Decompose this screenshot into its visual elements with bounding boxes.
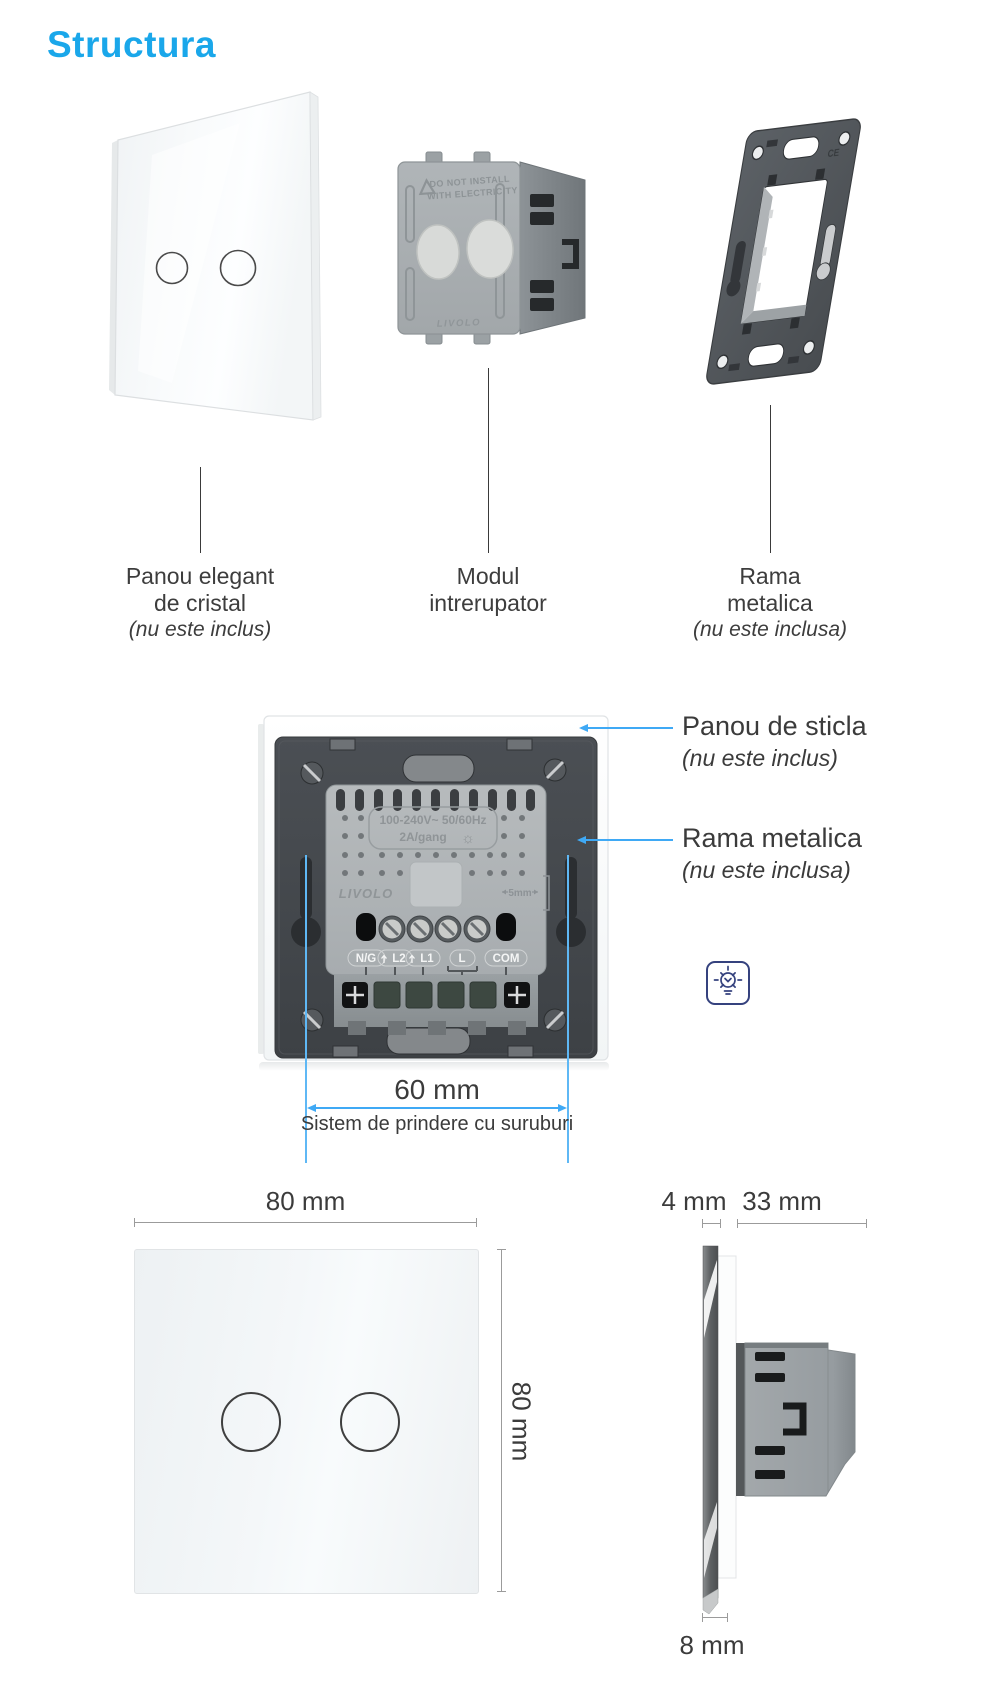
metal-frame-figure — [690, 105, 890, 400]
front-view-panel — [134, 1249, 479, 1594]
metal-frame-body — [705, 118, 862, 385]
front-height-dim: 80 mm — [506, 1381, 537, 1462]
leader-line-panel — [200, 467, 201, 553]
callout-glass-title: Panou de sticla — [682, 711, 867, 741]
touch-circle-left — [221, 1392, 281, 1452]
frame-ce-mark: CE — [826, 147, 841, 161]
front-height-dimline — [501, 1249, 502, 1592]
front-width-dimline — [134, 1222, 477, 1223]
part-label-line: metalica — [727, 590, 813, 616]
callout-frame-note: (nu este inclusa) — [682, 857, 851, 883]
part-label-panel — [80, 563, 320, 643]
screw-spacing-dim: 60 mm — [394, 1074, 480, 1105]
warning-text-2: WITH ELECTRICITY — [426, 185, 519, 202]
module-gap-shadow — [736, 1343, 745, 1496]
glass-thickness-dimline — [702, 1223, 721, 1224]
panel-white-layer — [718, 1256, 736, 1578]
terminal-label: L — [458, 953, 466, 965]
side-view-figure — [695, 1240, 870, 1630]
rating-text-2: 2A/gang — [399, 830, 447, 844]
module-top-shade — [745, 1343, 828, 1348]
terminal-label: L2 — [392, 953, 406, 965]
switch-module-figure — [390, 150, 605, 355]
part-label-line: de cristal — [153, 590, 247, 616]
page-title: Structura — [47, 24, 216, 65]
rating-text-1: 100-240V~ 50/60Hz — [379, 813, 487, 827]
part-label-module — [368, 563, 608, 617]
part-label-note: (nu este inclus) — [128, 618, 272, 641]
part-label-note: (nu este inclusa) — [692, 618, 848, 641]
module-brand: LIVOLO — [436, 317, 482, 330]
module-depth-dim: 33 mm — [742, 1186, 822, 1216]
total-thickness-dim: 8 mm — [679, 1630, 745, 1660]
front-width-dim: 80 mm — [265, 1186, 346, 1216]
glass-thickness-dim: 4 mm — [661, 1186, 727, 1216]
terminal-label: COM — [492, 953, 520, 965]
clamp-screw-right — [504, 982, 530, 1008]
leader-line-frame — [770, 405, 771, 553]
part-label-line: intrerupator — [429, 590, 547, 616]
terminal-label: L1 — [420, 953, 434, 965]
assembled-back-view — [256, 710, 612, 1066]
glass-panel-figure — [90, 85, 370, 430]
touch-circle-right — [340, 1392, 400, 1452]
screw-spacing-arrow — [309, 1107, 565, 1109]
part-label-line: Panou elegant — [125, 563, 275, 589]
assembly-shadow — [259, 1062, 609, 1071]
callout-frame-title: Rama metalica — [682, 823, 863, 853]
module-depth-dimline — [737, 1223, 867, 1224]
clamp-screw-left — [342, 982, 368, 1008]
svg-text:5mm: 5mm — [508, 888, 532, 899]
screw-spacing-caption: Sistem de prindere cu suruburi — [300, 1113, 574, 1135]
dimmer-bulb-glyph — [708, 963, 748, 1003]
dimmer-icon — [706, 961, 750, 1005]
callout-glass-note: (nu este inclus) — [682, 745, 838, 771]
total-thickness-dimline — [702, 1617, 728, 1618]
glass-side-edge — [258, 724, 264, 1054]
part-label-line: Rama — [739, 563, 801, 589]
part-label-frame — [650, 563, 890, 643]
module-label-area — [410, 862, 462, 907]
brightness-icon: ☼ — [461, 830, 475, 847]
part-label-line: Modul — [456, 563, 520, 589]
frame-top-slot — [403, 755, 474, 782]
module-back-brand: LIVOLO — [338, 886, 394, 901]
terminal-label: N/G — [355, 953, 377, 965]
callout-frame-arrow — [579, 839, 673, 841]
callout-arrow-glass — [581, 727, 673, 729]
warning-text-1: DO NOT INSTALL — [429, 173, 511, 190]
leader-line-module — [488, 368, 489, 553]
